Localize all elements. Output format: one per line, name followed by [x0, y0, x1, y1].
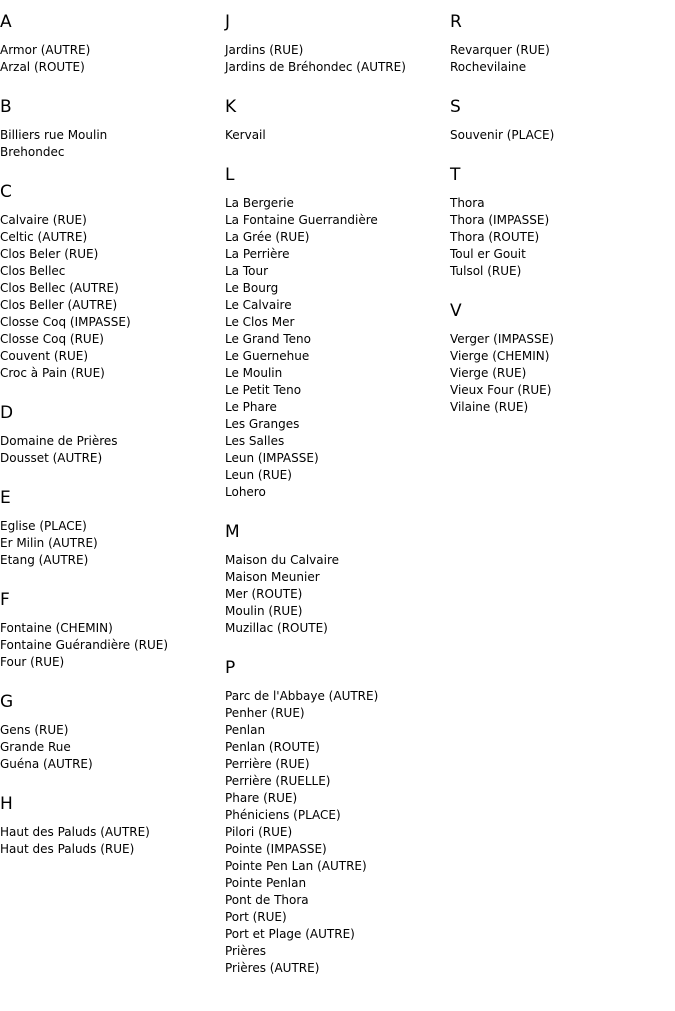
- street-link[interactable]: Dousset (AUTRE): [0, 451, 103, 465]
- street-link[interactable]: Brehondec: [0, 145, 65, 159]
- letter-heading: F: [0, 590, 10, 610]
- street-link[interactable]: Verger (IMPASSE): [450, 332, 554, 346]
- street-link[interactable]: Penher (RUE): [225, 706, 305, 720]
- street-link[interactable]: La Fontaine Guerrandière: [225, 213, 378, 227]
- street-link[interactable]: Thora (IMPASSE): [450, 213, 550, 227]
- street-link[interactable]: Haut des Paluds (RUE): [0, 842, 135, 856]
- street-link[interactable]: Gens (RUE): [0, 723, 69, 737]
- street-link[interactable]: Celtic (AUTRE): [0, 230, 88, 244]
- letter-heading: T: [450, 165, 461, 185]
- street-link[interactable]: Penlan (ROUTE): [225, 740, 320, 754]
- letter-heading: J: [225, 12, 231, 32]
- street-link[interactable]: Pont de Thora: [225, 893, 309, 907]
- letter-group: [0, 692, 225, 773]
- letter-group: [225, 658, 450, 977]
- letter-group: [450, 12, 675, 76]
- letter-group: [0, 403, 225, 467]
- street-list: [225, 195, 450, 501]
- letter-group: [0, 488, 225, 569]
- index-column-2: [225, 12, 450, 998]
- street-link[interactable]: Le Petit Teno: [225, 383, 302, 397]
- street-link[interactable]: Leun (IMPASSE): [225, 451, 319, 465]
- street-link[interactable]: Muzillac (ROUTE): [225, 621, 328, 635]
- letter-group: [450, 97, 675, 144]
- letter-heading: E: [0, 488, 11, 508]
- street-link[interactable]: Four (RUE): [0, 655, 65, 669]
- street-link[interactable]: Haut des Paluds (AUTRE): [0, 825, 150, 839]
- street-link[interactable]: Thora (ROUTE): [450, 230, 540, 244]
- street-link[interactable]: Revarquer (RUE): [450, 43, 550, 57]
- letter-group: [225, 165, 450, 501]
- street-link[interactable]: Fontaine Guérandière (RUE): [0, 638, 169, 652]
- letter-heading: P: [225, 658, 236, 678]
- letter-heading: S: [450, 97, 461, 117]
- street-link[interactable]: Le Grand Teno: [225, 332, 311, 346]
- street-link[interactable]: Closse Coq (IMPASSE): [0, 315, 131, 329]
- street-link[interactable]: Prières (AUTRE): [225, 961, 320, 975]
- street-link[interactable]: Les Salles: [225, 434, 285, 448]
- street-link[interactable]: Billiers rue Moulin: [0, 128, 108, 142]
- street-link[interactable]: Fontaine (CHEMIN): [0, 621, 113, 635]
- street-link[interactable]: Port et Plage (AUTRE): [225, 927, 355, 941]
- letter-group: [225, 12, 450, 76]
- street-list: [0, 127, 225, 161]
- street-list: [450, 331, 675, 416]
- street-link[interactable]: La Tour: [225, 264, 269, 278]
- street-link[interactable]: La Grée (RUE): [225, 230, 310, 244]
- street-link[interactable]: Le Calvaire: [225, 298, 292, 312]
- street-link[interactable]: Armor (AUTRE): [0, 43, 91, 57]
- street-link[interactable]: Pilori (RUE): [225, 825, 293, 839]
- street-link[interactable]: Vierge (RUE): [450, 366, 527, 380]
- street-list: [0, 212, 225, 382]
- street-link[interactable]: Etang (AUTRE): [0, 553, 89, 567]
- street-list: [225, 42, 450, 76]
- letter-heading: M: [225, 522, 240, 542]
- street-link[interactable]: Mer (ROUTE): [225, 587, 303, 601]
- street-link[interactable]: Souvenir (PLACE): [450, 128, 555, 142]
- index-column-1: [0, 12, 225, 879]
- street-link[interactable]: Perrière (RUELLE): [225, 774, 331, 788]
- street-link[interactable]: Lohero: [225, 485, 266, 499]
- street-list: [0, 722, 225, 773]
- street-link[interactable]: Jardins de Bréhondec (AUTRE): [225, 60, 406, 74]
- street-link[interactable]: Clos Bellec: [0, 264, 66, 278]
- street-link[interactable]: La Perrière: [225, 247, 290, 261]
- letter-group: [450, 301, 675, 416]
- street-link[interactable]: Croc à Pain (RUE): [0, 366, 105, 380]
- letter-group: [225, 97, 450, 144]
- letter-group: [0, 97, 225, 161]
- letter-heading: L: [225, 165, 235, 185]
- street-link[interactable]: Port (RUE): [225, 910, 287, 924]
- street-link[interactable]: Tulsol (RUE): [450, 264, 522, 278]
- street-link[interactable]: Clos Beller (AUTRE): [0, 298, 118, 312]
- street-link[interactable]: Jardins (RUE): [225, 43, 304, 57]
- street-link[interactable]: Clos Beler (RUE): [0, 247, 99, 261]
- street-list: [0, 824, 225, 858]
- street-link[interactable]: Parc de l'Abbaye (AUTRE): [225, 689, 379, 703]
- street-link[interactable]: Pointe (IMPASSE): [225, 842, 327, 856]
- street-link[interactable]: Rochevilaine: [450, 60, 527, 74]
- street-link[interactable]: Thora: [450, 196, 485, 210]
- street-link[interactable]: Vieux Four (RUE): [450, 383, 552, 397]
- street-link[interactable]: Prières: [225, 944, 266, 958]
- letter-group: [0, 590, 225, 671]
- street-link[interactable]: Calvaire (RUE): [0, 213, 87, 227]
- street-link[interactable]: Maison Meunier: [225, 570, 320, 584]
- street-list: [450, 42, 675, 76]
- street-link[interactable]: Le Phare: [225, 400, 277, 414]
- street-link[interactable]: Vierge (CHEMIN): [450, 349, 550, 363]
- street-list: [450, 195, 675, 280]
- letter-heading: H: [0, 794, 13, 814]
- letter-heading: B: [0, 97, 12, 117]
- street-link[interactable]: Moulin (RUE): [225, 604, 303, 618]
- street-link[interactable]: Vilaine (RUE): [450, 400, 529, 414]
- street-link[interactable]: Le Moulin: [225, 366, 283, 380]
- street-link[interactable]: Domaine de Prières: [0, 434, 118, 448]
- street-link[interactable]: Le Bourg: [225, 281, 279, 295]
- letter-group: [0, 794, 225, 858]
- letter-group: [450, 165, 675, 280]
- street-link[interactable]: Toul er Gouit: [450, 247, 526, 261]
- letter-heading: G: [0, 692, 14, 712]
- street-link[interactable]: Eglise (PLACE): [0, 519, 87, 533]
- street-link[interactable]: Clos Bellec (AUTRE): [0, 281, 119, 295]
- street-link[interactable]: Phare (RUE): [225, 791, 298, 805]
- street-link[interactable]: Guéna (AUTRE): [0, 757, 93, 771]
- street-list: [0, 42, 225, 76]
- letter-heading: A: [0, 12, 12, 32]
- letter-group: [0, 182, 225, 382]
- street-link[interactable]: Er Milin (AUTRE): [0, 536, 98, 550]
- street-list: [225, 688, 450, 977]
- street-link[interactable]: Le Guernehue: [225, 349, 310, 363]
- letter-heading: C: [0, 182, 12, 202]
- street-list: [0, 433, 225, 467]
- street-list: [0, 518, 225, 569]
- street-link[interactable]: Leun (RUE): [225, 468, 292, 482]
- letter-heading: D: [0, 403, 14, 423]
- street-list: [450, 127, 675, 144]
- street-list: [0, 620, 225, 671]
- street-list: [225, 127, 450, 144]
- letter-heading: V: [450, 301, 462, 321]
- street-link[interactable]: Phéniciens (PLACE): [225, 808, 341, 822]
- street-list: [225, 552, 450, 637]
- street-link[interactable]: Penlan: [225, 723, 266, 737]
- street-link[interactable]: La Bergerie: [225, 196, 294, 210]
- street-link[interactable]: Couvent (RUE): [0, 349, 89, 363]
- index-column-3: [450, 12, 675, 437]
- street-link[interactable]: Arzal (ROUTE): [0, 60, 85, 74]
- street-link[interactable]: Closse Coq (RUE): [0, 332, 104, 346]
- letter-group: [225, 522, 450, 637]
- street-link[interactable]: Pointe Penlan: [225, 876, 307, 890]
- letter-group: [0, 12, 225, 76]
- street-link[interactable]: Perrière (RUE): [225, 757, 310, 771]
- street-link[interactable]: Le Clos Mer: [225, 315, 295, 329]
- street-link[interactable]: Maison du Calvaire: [225, 553, 339, 567]
- street-link[interactable]: Pointe Pen Lan (AUTRE): [225, 859, 367, 873]
- letter-heading: R: [450, 12, 462, 32]
- street-link[interactable]: Kervail: [225, 128, 266, 142]
- street-link[interactable]: Grande Rue: [0, 740, 71, 754]
- letter-heading: K: [225, 97, 237, 117]
- street-link[interactable]: Les Granges: [225, 417, 300, 431]
